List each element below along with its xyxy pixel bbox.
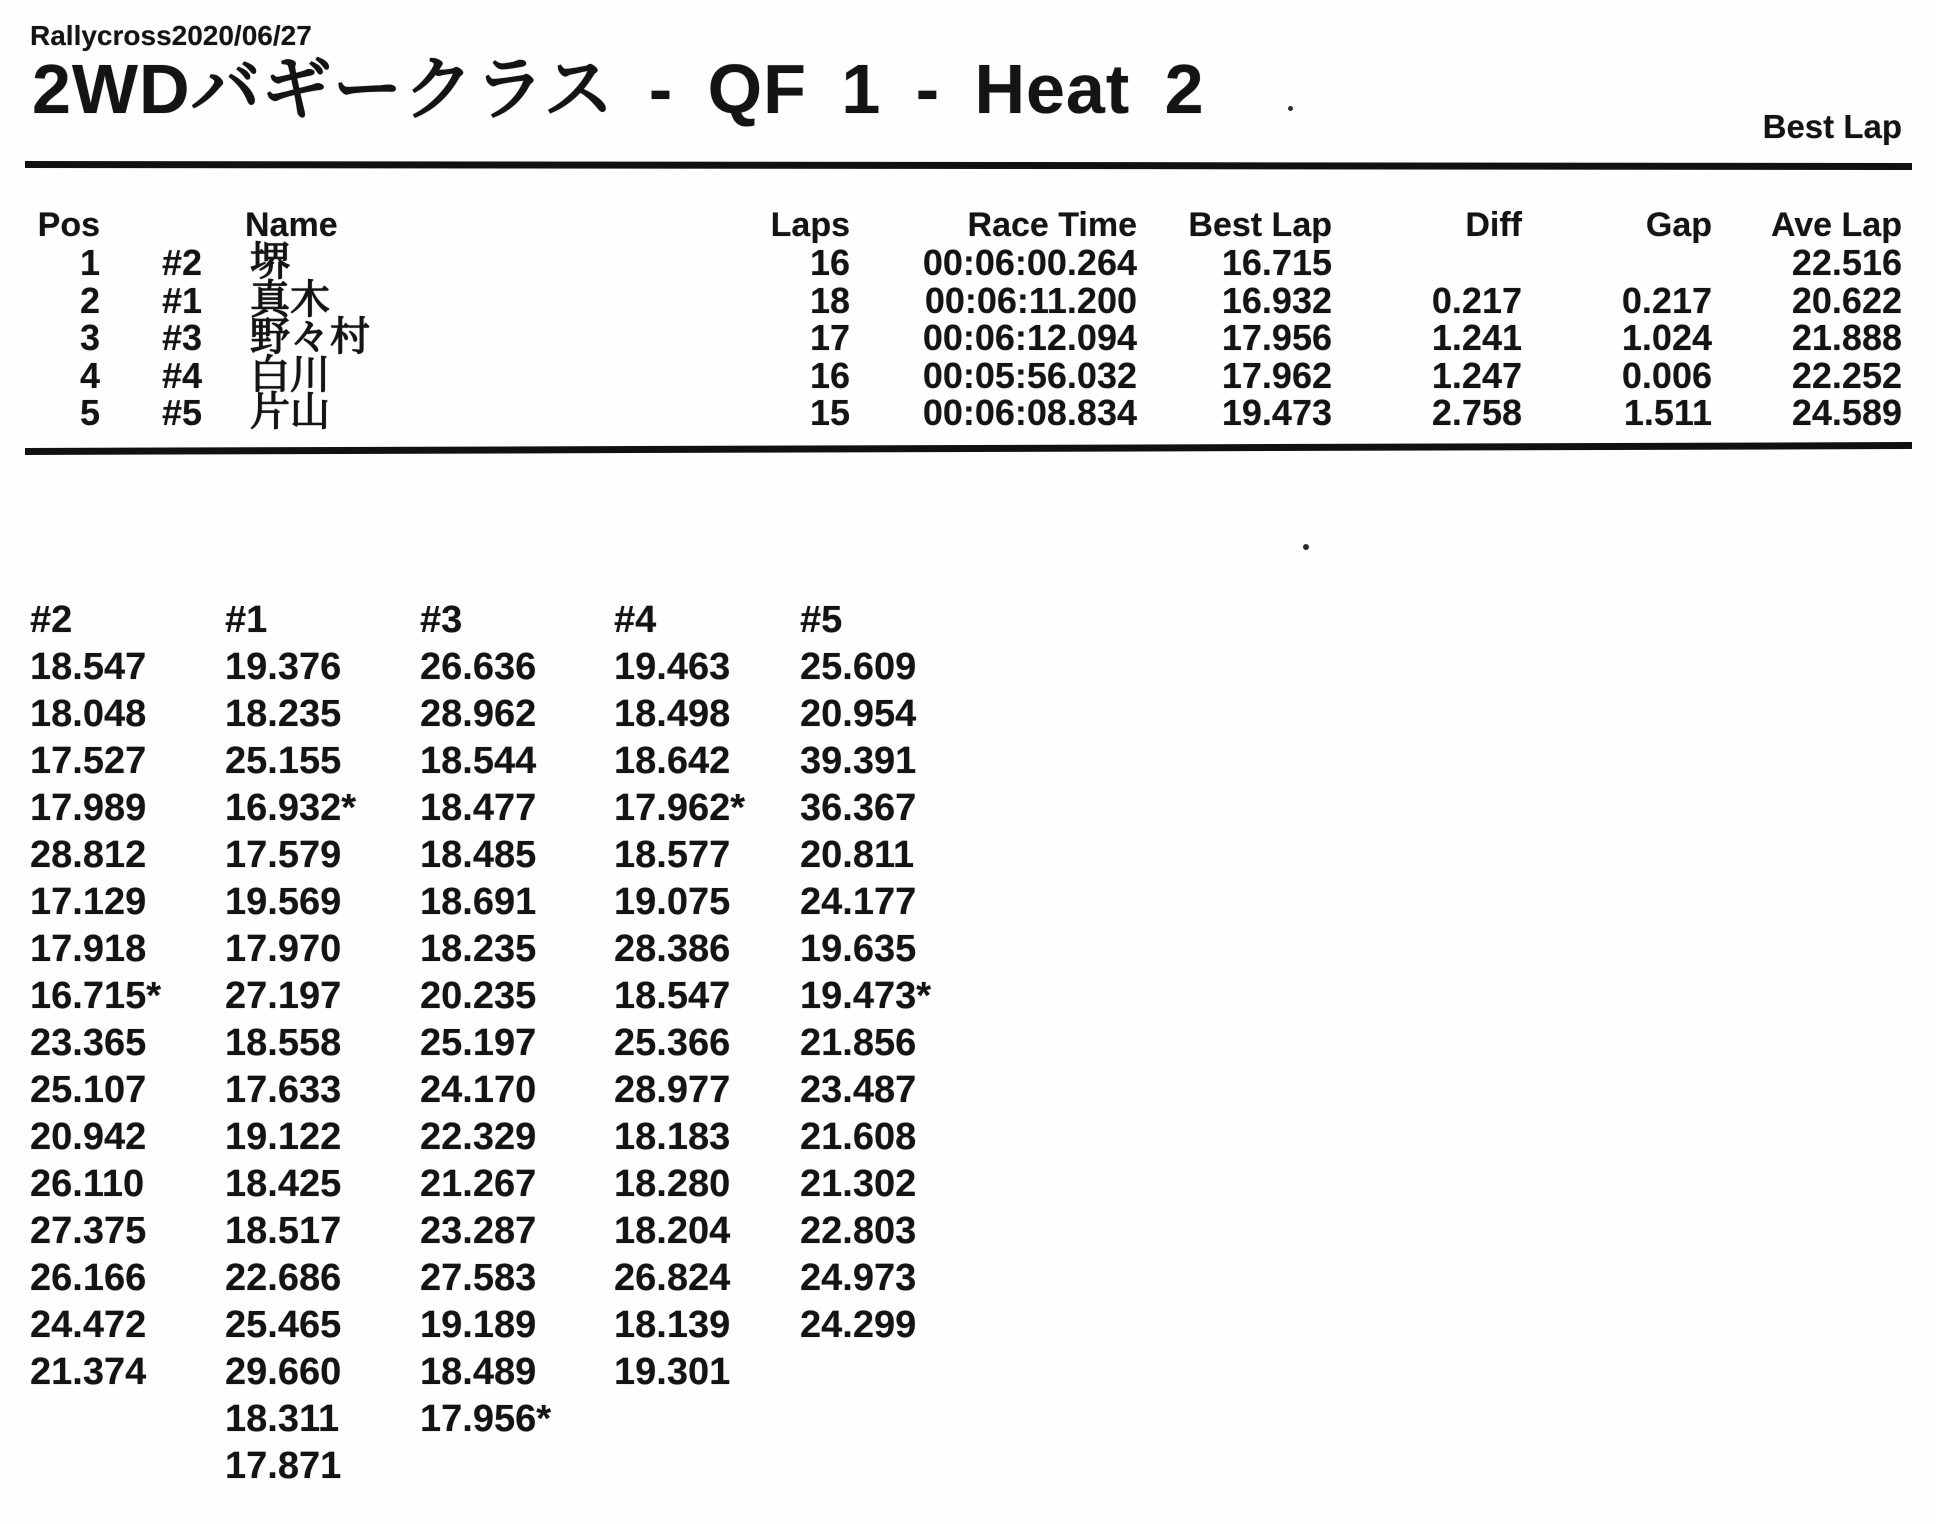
lap-time: 25.465 (225, 1304, 342, 1346)
lap-time: 19.301 (614, 1351, 731, 1393)
result-cell-name: 真木 (250, 277, 330, 322)
results-table (30, 200, 1902, 432)
col-header-laps: Laps (770, 205, 850, 244)
lap-time: 20.942 (30, 1116, 147, 1158)
lap-time: 26.110 (30, 1163, 145, 1205)
lap-time: 18.280 (614, 1163, 731, 1205)
lap-time: 19.635 (800, 928, 917, 970)
lap-time: 17.129 (30, 881, 147, 923)
lap-time: 18.544 (420, 740, 537, 782)
result-cell-name: 野々村 (250, 315, 370, 359)
result-cell-race-time: 00:06:00.264 (922, 242, 1137, 283)
lap-time: 17.970 (225, 928, 342, 970)
lap-time: 21.302 (800, 1163, 917, 1205)
result-cell-pos: 4 (79, 354, 100, 396)
lap-column (800, 597, 990, 1349)
lap-column (225, 597, 415, 1490)
lap-time: 39.391 (800, 740, 917, 782)
lap-time: 18.558 (225, 1022, 342, 1064)
result-cell-best-lap: 17.962 (1221, 354, 1332, 396)
lap-time: 18.204 (614, 1210, 731, 1252)
event-date: Rallycross2020/06/27 (30, 20, 312, 51)
col-header-best-lap: Best Lap (1188, 205, 1332, 244)
lap-time: 20.811 (800, 834, 915, 876)
lap-time: 26.166 (30, 1257, 147, 1299)
lap-time: 20.235 (420, 975, 537, 1017)
result-cell-race-time: 00:06:11.200 (924, 279, 1137, 321)
lap-time: 18.485 (420, 834, 537, 876)
result-cell-pos: 1 (79, 242, 100, 283)
lap-time: 22.803 (800, 1210, 917, 1252)
result-cell-laps: 16 (809, 242, 850, 283)
lap-time: 24.472 (30, 1304, 147, 1346)
result-cell-pos: 5 (79, 392, 100, 433)
result-cell-name: 白川 (250, 352, 330, 397)
result-cell-car: #1 (161, 279, 202, 321)
lap-time: 27.583 (420, 1257, 537, 1299)
lap-column (420, 597, 610, 1443)
col-header-gap: Gap (1645, 205, 1712, 244)
lap-time: 18.517 (225, 1210, 342, 1252)
lap-time: 28.812 (30, 834, 147, 876)
lap-time: 17.918 (30, 928, 147, 970)
lap-time: 25.609 (800, 646, 917, 688)
scan-speck (1288, 106, 1293, 111)
lap-time: 18.642 (614, 740, 731, 782)
lap-column-header: #1 (225, 599, 268, 641)
lap-time: 21.374 (30, 1351, 147, 1393)
lap-time: 18.048 (30, 693, 147, 735)
lap-time: 19.075 (614, 881, 731, 923)
lap-time: 24.170 (420, 1069, 537, 1111)
lap-time: 21.856 (800, 1022, 917, 1064)
header-divider (25, 161, 1912, 170)
scan-speck (1303, 544, 1309, 550)
lap-time: 18.547 (30, 646, 147, 688)
lap-time: 18.477 (420, 787, 537, 829)
lap-time: 25.155 (225, 740, 342, 782)
result-cell-diff: 0.217 (1431, 279, 1522, 321)
lap-time: 27.197 (225, 975, 342, 1017)
table-row (30, 390, 1902, 434)
lap-time: 23.365 (30, 1022, 147, 1064)
result-cell-car: #5 (161, 392, 202, 433)
result-cell-laps: 15 (809, 392, 850, 433)
col-header-diff: Diff (1465, 205, 1522, 244)
result-cell-diff: 2.758 (1431, 392, 1522, 433)
best-lap-corner-label: Best Lap (1762, 108, 1902, 145)
lap-time: 23.487 (800, 1069, 917, 1111)
lap-time: 16.715* (30, 975, 162, 1017)
lap-time: 23.287 (420, 1210, 537, 1252)
results-header-row (30, 200, 1902, 244)
result-cell-laps: 18 (809, 279, 850, 321)
lap-time: 17.989 (30, 787, 147, 829)
result-cell-best-lap: 19.473 (1221, 392, 1332, 433)
lap-column-header: #3 (420, 599, 463, 641)
lap-time: 22.329 (420, 1116, 537, 1158)
result-cell-gap: 1.024 (1621, 317, 1712, 358)
result-cell-gap: 1.511 (1623, 392, 1712, 433)
lap-time: 22.686 (225, 1257, 342, 1299)
col-header-race-time: Race Time (967, 205, 1137, 244)
lap-time: 17.956* (420, 1398, 552, 1440)
result-cell-gap: 0.217 (1621, 279, 1712, 321)
lap-time: 29.660 (225, 1351, 342, 1393)
lap-time: 28.977 (614, 1069, 731, 1111)
lap-time: 18.489 (420, 1351, 537, 1393)
result-cell-name: 片山 (250, 390, 330, 434)
lap-time: 17.579 (225, 834, 342, 876)
lap-time: 18.183 (614, 1116, 731, 1158)
lap-time: 25.366 (614, 1022, 731, 1064)
lap-time: 19.376 (225, 646, 342, 688)
lap-time: 21.608 (800, 1116, 917, 1158)
lap-time: 17.633 (225, 1069, 342, 1111)
lap-column (614, 597, 804, 1396)
result-cell-ave-lap: 20.622 (1791, 279, 1902, 321)
lap-time: 28.386 (614, 928, 731, 970)
lap-time: 26.636 (420, 646, 537, 688)
col-header-name: Name (245, 205, 338, 244)
result-cell-name: 堺 (250, 240, 290, 284)
result-cell-race-time: 00:06:12.094 (922, 317, 1137, 358)
lap-time: 24.973 (800, 1257, 917, 1299)
lap-time: 17.962* (614, 787, 746, 829)
lap-time: 18.311 (225, 1398, 340, 1440)
lap-time: 18.691 (420, 881, 537, 923)
result-cell-ave-lap: 22.516 (1791, 242, 1902, 283)
page-title: 2WDバギークラス - QF 1 - Heat 2 (32, 50, 1205, 128)
lap-time: 36.367 (800, 787, 917, 829)
result-cell-laps: 16 (809, 354, 850, 396)
result-cell-best-lap: 17.956 (1221, 317, 1332, 358)
lap-time: 19.473* (800, 975, 932, 1017)
lap-time: 28.962 (420, 693, 537, 735)
result-cell-car: #3 (161, 317, 202, 358)
result-cell-laps: 17 (809, 317, 850, 358)
lap-time: 18.425 (225, 1163, 342, 1205)
result-cell-ave-lap: 22.252 (1791, 354, 1902, 396)
lap-time: 19.189 (420, 1304, 537, 1346)
table-row (30, 240, 1902, 284)
result-cell-ave-lap: 21.888 (1791, 317, 1902, 358)
result-cell-pos: 2 (79, 279, 100, 321)
table-row (30, 352, 1902, 397)
lap-time: 18.235 (420, 928, 537, 970)
lap-time: 17.871 (225, 1445, 342, 1487)
result-cell-gap: 0.006 (1621, 354, 1712, 396)
result-cell-diff: 1.247 (1431, 354, 1522, 396)
lap-time: 16.932* (225, 787, 357, 829)
lap-time: 17.527 (30, 740, 147, 782)
lap-time: 19.463 (614, 646, 731, 688)
lap-time: 25.107 (30, 1069, 147, 1111)
lap-column-header: #2 (30, 599, 73, 641)
result-cell-car: #4 (161, 354, 202, 396)
lap-time: 18.547 (614, 975, 731, 1017)
lap-time: 24.299 (800, 1304, 917, 1346)
table-row (30, 315, 1902, 359)
lap-time: 27.375 (30, 1210, 147, 1252)
lap-time: 19.122 (225, 1116, 342, 1158)
lap-time: 18.235 (225, 693, 342, 735)
table-row (30, 277, 1902, 322)
lap-time: 18.139 (614, 1304, 731, 1346)
lap-time: 18.577 (614, 834, 731, 876)
result-cell-best-lap: 16.715 (1221, 242, 1332, 283)
lap-column-header: #4 (614, 599, 657, 641)
result-cell-diff: 1.241 (1431, 317, 1522, 358)
lap-time: 19.569 (225, 881, 342, 923)
col-header-ave-lap: Ave Lap (1770, 205, 1902, 244)
result-cell-car: #2 (161, 242, 202, 283)
lap-column-header: #5 (800, 599, 843, 641)
result-cell-race-time: 00:05:56.032 (922, 354, 1137, 396)
result-cell-pos: 3 (79, 317, 100, 358)
result-cell-race-time: 00:06:08.834 (922, 392, 1137, 433)
results-divider (25, 442, 1912, 455)
lap-time: 25.197 (420, 1022, 537, 1064)
lap-time: 20.954 (800, 693, 917, 735)
result-cell-best-lap: 16.932 (1221, 279, 1332, 321)
lap-time: 26.824 (614, 1257, 731, 1299)
result-cell-ave-lap: 24.589 (1791, 392, 1902, 433)
lap-time: 18.498 (614, 693, 731, 735)
lap-time: 21.267 (420, 1163, 537, 1205)
lap-column (30, 597, 220, 1396)
col-header-pos: Pos (37, 205, 100, 244)
lap-time: 24.177 (800, 881, 917, 923)
